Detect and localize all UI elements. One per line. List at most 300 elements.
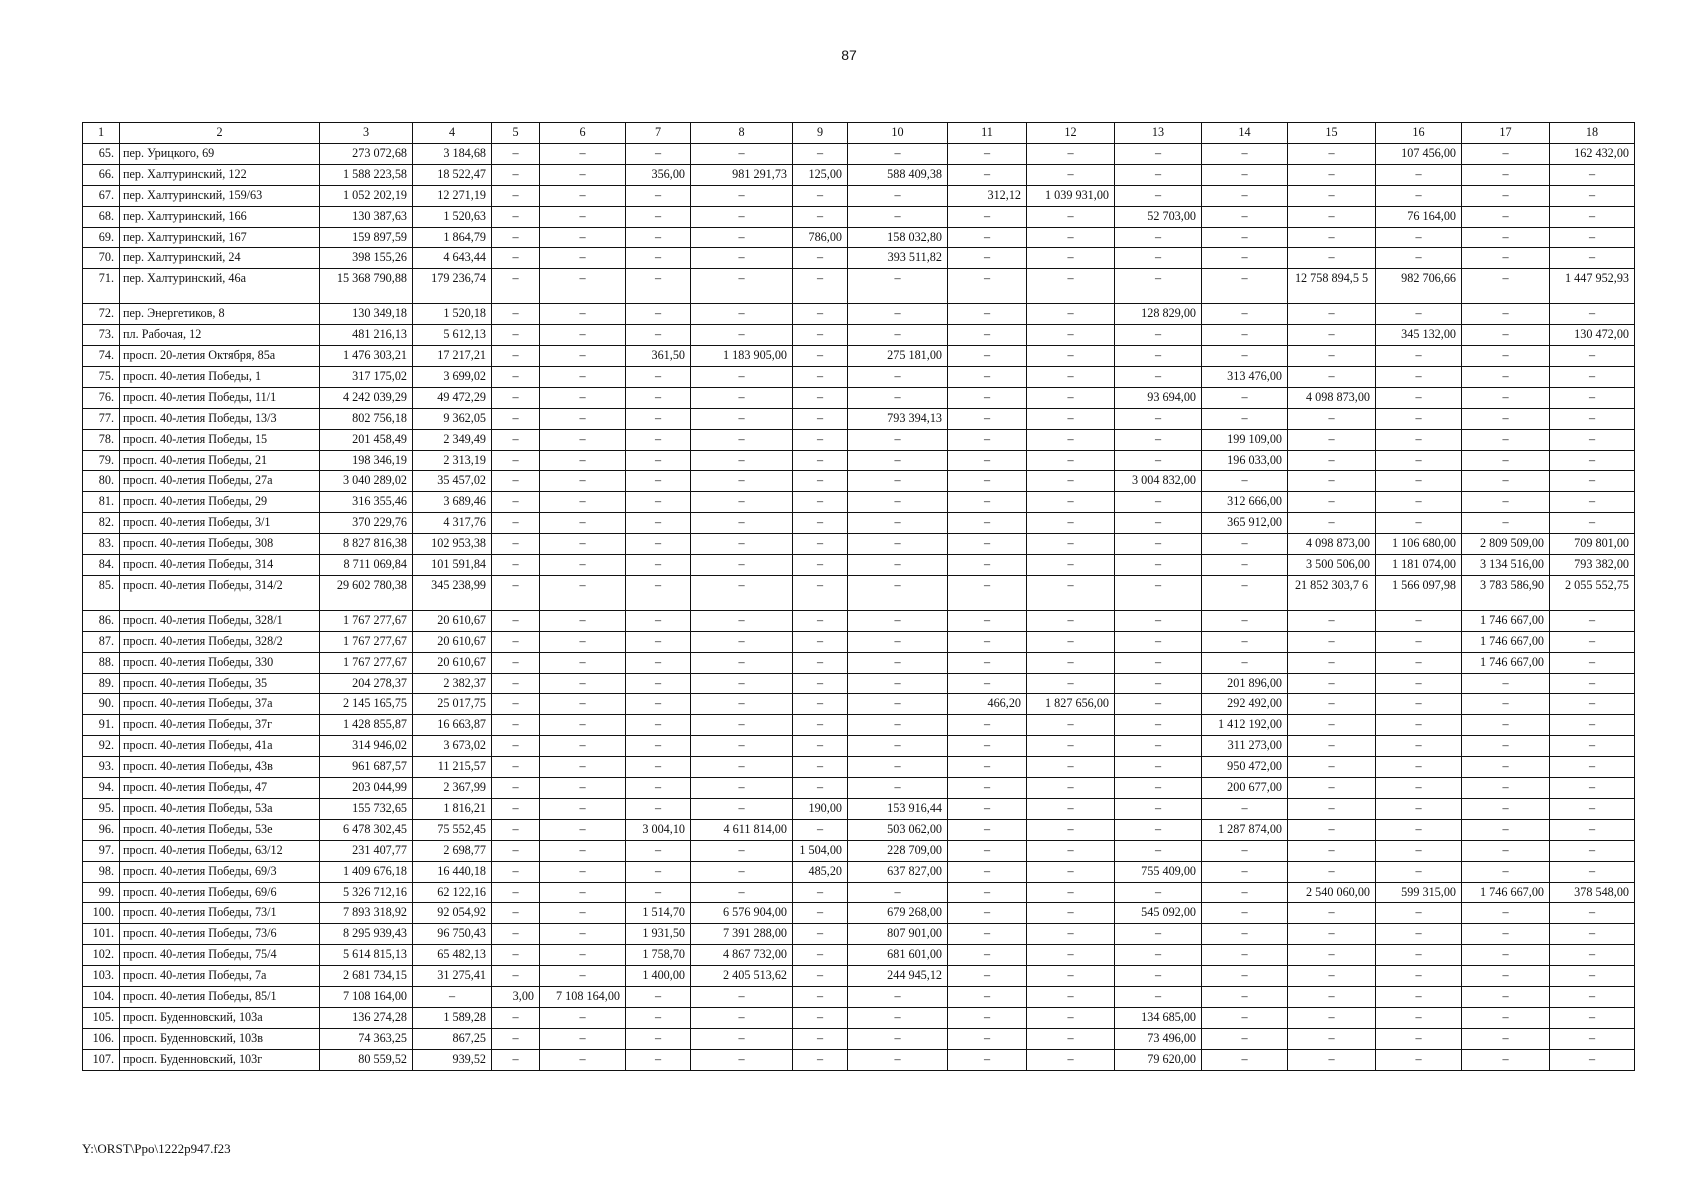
value-cell: – [691,450,793,471]
table-row [83,450,1635,471]
value-cell: – [1376,367,1462,388]
value-cell: – [626,798,691,819]
value-cell: 162 432,00 [1550,144,1635,165]
value-cell: – [1288,715,1376,736]
row-number: 103. [83,966,120,987]
value-cell: – [691,206,793,227]
value-cell: – [1115,736,1202,757]
value-cell: 1 746 667,00 [1462,631,1550,652]
value-cell: 201 458,49 [320,429,413,450]
value-cell: – [793,248,848,269]
value-cell: 198 346,19 [320,450,413,471]
value-cell: – [492,575,540,610]
value-cell: – [793,185,848,206]
value-cell: – [1027,387,1115,408]
value-cell: – [492,346,540,367]
value-cell: – [1376,387,1462,408]
value-cell: – [1462,269,1550,304]
value-cell: – [1202,903,1288,924]
value-cell: – [948,986,1027,1007]
row-number: 72. [83,304,120,325]
value-cell: 11 215,57 [413,757,492,778]
column-header: 7 [626,123,691,144]
value-cell: – [1202,206,1288,227]
value-cell: – [948,227,1027,248]
column-header: 16 [1376,123,1462,144]
value-cell: – [1376,840,1462,861]
value-cell: 102 953,38 [413,534,492,555]
value-cell: 4 098 873,00 [1288,534,1376,555]
table-row [83,924,1635,945]
address-cell: просп. 40-летия Победы, 314/2 [120,575,320,610]
value-cell: – [1550,945,1635,966]
value-cell: – [1462,227,1550,248]
value-cell: – [1027,492,1115,513]
value-cell: – [691,269,793,304]
value-cell: – [540,450,626,471]
value-cell: – [1550,736,1635,757]
value-cell: – [1027,471,1115,492]
value-cell: – [540,206,626,227]
address-cell: просп. 40-летия Победы, 328/2 [120,631,320,652]
value-cell: – [1462,819,1550,840]
value-cell: – [626,694,691,715]
row-number: 100. [83,903,120,924]
address-cell: пл. Рабочая, 12 [120,325,320,346]
value-cell: 128 829,00 [1115,304,1202,325]
value-cell: – [1462,945,1550,966]
value-cell: – [848,387,948,408]
value-cell: 5 612,13 [413,325,492,346]
value-cell: – [793,513,848,534]
value-cell: – [1376,924,1462,945]
value-cell: – [1376,757,1462,778]
value-cell: 466,20 [948,694,1027,715]
value-cell: – [1550,673,1635,694]
value-cell: – [1027,610,1115,631]
value-cell: – [691,882,793,903]
value-cell: – [1376,227,1462,248]
value-cell: 2 809 509,00 [1462,534,1550,555]
value-cell: 3 004,10 [626,819,691,840]
value-cell: 981 291,73 [691,164,793,185]
column-header: 5 [492,123,540,144]
value-cell: – [1288,325,1376,346]
value-cell: – [1027,966,1115,987]
value-cell: – [948,736,1027,757]
table-row [83,694,1635,715]
value-cell: – [1376,248,1462,269]
value-cell: – [1027,346,1115,367]
value-cell: – [691,673,793,694]
table-row [83,736,1635,757]
value-cell: – [1115,840,1202,861]
value-cell: – [492,1007,540,1028]
value-cell: 130 387,63 [320,206,413,227]
value-cell: – [626,652,691,673]
value-cell: 1 428 855,87 [320,715,413,736]
value-cell: – [948,1049,1027,1070]
value-cell: – [948,408,1027,429]
value-cell: – [1027,715,1115,736]
value-cell: – [948,304,1027,325]
value-cell: – [492,1028,540,1049]
value-cell: 136 274,28 [320,1007,413,1028]
value-cell: 8 711 069,84 [320,555,413,576]
value-cell: 2 313,19 [413,450,492,471]
value-cell: 107 456,00 [1376,144,1462,165]
value-cell: – [1288,408,1376,429]
value-cell: – [1376,471,1462,492]
value-cell: – [1550,631,1635,652]
value-cell: – [492,924,540,945]
address-cell: пер. Урицкого, 69 [120,144,320,165]
value-cell: – [1288,164,1376,185]
value-cell: – [1288,798,1376,819]
value-cell: – [1376,346,1462,367]
value-cell: 155 732,65 [320,798,413,819]
value-cell: – [848,534,948,555]
value-cell: – [492,819,540,840]
row-number: 93. [83,757,120,778]
row-number: 82. [83,513,120,534]
value-cell: 20 610,67 [413,652,492,673]
value-cell: 1 864,79 [413,227,492,248]
value-cell: 312 666,00 [1202,492,1288,513]
value-cell: – [848,325,948,346]
value-cell: – [492,492,540,513]
row-number: 78. [83,429,120,450]
address-cell: просп. 40-летия Победы, 330 [120,652,320,673]
value-cell: – [540,346,626,367]
value-cell: – [691,227,793,248]
value-cell: 203 044,99 [320,778,413,799]
value-cell: – [540,164,626,185]
value-cell: – [1376,903,1462,924]
table-row [83,778,1635,799]
value-cell: 1 767 277,67 [320,652,413,673]
value-cell: – [1288,227,1376,248]
value-cell: – [540,673,626,694]
value-cell: 588 409,38 [848,164,948,185]
value-cell: – [492,882,540,903]
value-cell: – [626,144,691,165]
row-number: 88. [83,652,120,673]
value-cell: 4 611 814,00 [691,819,793,840]
value-cell: 939,52 [413,1049,492,1070]
value-cell: – [626,513,691,534]
value-cell: 17 217,21 [413,346,492,367]
value-cell: – [492,652,540,673]
address-cell: просп. 40-летия Победы, 21 [120,450,320,471]
value-cell: – [948,164,1027,185]
value-cell: 345 238,99 [413,575,492,610]
value-cell: – [1376,631,1462,652]
value-cell: 190,00 [793,798,848,819]
value-cell: – [691,610,793,631]
value-cell: – [1550,1049,1635,1070]
value-cell: – [492,715,540,736]
value-cell: 3 699,02 [413,367,492,388]
value-cell: – [1115,164,1202,185]
value-cell: – [1462,840,1550,861]
value-cell: – [1202,1049,1288,1070]
value-cell: 867,25 [413,1028,492,1049]
value-cell: – [848,1049,948,1070]
value-cell: – [691,652,793,673]
value-cell: – [1027,555,1115,576]
value-cell: – [1115,429,1202,450]
value-cell: – [1027,819,1115,840]
value-cell: 8 827 816,38 [320,534,413,555]
value-cell: – [1027,924,1115,945]
value-cell: – [1462,248,1550,269]
value-cell: 378 548,00 [1550,882,1635,903]
value-cell: – [1288,673,1376,694]
value-cell: – [1115,325,1202,346]
table-row [83,652,1635,673]
value-cell: – [1202,840,1288,861]
value-cell: – [492,471,540,492]
value-cell: – [540,798,626,819]
value-cell: – [1462,1049,1550,1070]
value-cell: – [691,513,793,534]
value-cell: 75 552,45 [413,819,492,840]
value-cell: – [1462,798,1550,819]
value-cell: 1 052 202,19 [320,185,413,206]
value-cell: – [948,575,1027,610]
value-cell: – [626,269,691,304]
value-cell: – [848,367,948,388]
value-cell: – [540,778,626,799]
value-cell: – [793,986,848,1007]
value-cell: 679 268,00 [848,903,948,924]
value-cell: 961 687,57 [320,757,413,778]
value-cell: – [492,945,540,966]
value-cell: 1 409 676,18 [320,861,413,882]
value-cell: – [691,757,793,778]
value-cell: – [1376,694,1462,715]
value-cell: – [793,534,848,555]
value-cell: – [1376,715,1462,736]
value-cell: – [492,861,540,882]
value-cell: – [492,367,540,388]
value-cell: – [1550,248,1635,269]
value-cell: – [626,248,691,269]
value-cell: – [540,248,626,269]
value-cell: – [793,778,848,799]
value-cell: – [540,861,626,882]
address-cell: просп. 40-летия Победы, 1 [120,367,320,388]
value-cell: – [948,492,1027,513]
value-cell: – [691,631,793,652]
value-cell: – [948,924,1027,945]
table-row [83,471,1635,492]
value-cell: 231 407,77 [320,840,413,861]
address-cell: просп. 40-летия Победы, 13/3 [120,408,320,429]
value-cell: – [1288,304,1376,325]
row-number: 79. [83,450,120,471]
value-cell: – [1202,164,1288,185]
address-cell: просп. 40-летия Победы, 75/4 [120,945,320,966]
value-cell: – [691,492,793,513]
value-cell: – [1376,673,1462,694]
value-cell: – [492,631,540,652]
value-cell: – [492,513,540,534]
table-row [83,248,1635,269]
value-cell: – [1288,986,1376,1007]
value-cell: 18 522,47 [413,164,492,185]
value-cell: 345 132,00 [1376,325,1462,346]
value-cell: 244 945,12 [848,966,948,987]
table-row [83,1007,1635,1028]
value-cell: – [1288,429,1376,450]
value-cell: 80 559,52 [320,1049,413,1070]
value-cell: – [691,861,793,882]
value-cell: – [1288,610,1376,631]
table-row [83,757,1635,778]
value-cell: – [1027,164,1115,185]
value-cell: – [1550,778,1635,799]
value-cell: – [1115,534,1202,555]
table-row [83,861,1635,882]
value-cell: 7 108 164,00 [320,986,413,1007]
value-cell: – [1202,248,1288,269]
value-cell: – [691,840,793,861]
value-cell: 4 317,76 [413,513,492,534]
value-cell: – [948,325,1027,346]
value-cell: – [1550,227,1635,248]
row-number: 86. [83,610,120,631]
value-cell: – [691,1028,793,1049]
value-cell: – [1288,450,1376,471]
value-cell: – [1376,610,1462,631]
value-cell: – [948,610,1027,631]
address-cell: просп. 40-летия Победы, 53е [120,819,320,840]
value-cell: – [691,387,793,408]
value-cell: – [1550,450,1635,471]
value-cell: – [793,408,848,429]
value-cell: 481 216,13 [320,325,413,346]
value-cell: – [626,1007,691,1028]
value-cell: – [626,206,691,227]
value-cell: – [948,269,1027,304]
value-cell: 1 183 905,00 [691,346,793,367]
value-cell: 130 472,00 [1550,325,1635,346]
row-number: 84. [83,555,120,576]
value-cell: – [1288,185,1376,206]
value-cell: – [1115,269,1202,304]
value-cell: – [1202,798,1288,819]
value-cell: – [626,778,691,799]
value-cell: 9 362,05 [413,408,492,429]
value-cell: – [540,736,626,757]
value-cell: 2 405 513,62 [691,966,793,987]
value-cell: – [1027,882,1115,903]
value-cell: 228 709,00 [848,840,948,861]
value-cell: – [1288,840,1376,861]
address-cell: просп. Буденновский, 103в [120,1028,320,1049]
value-cell: – [793,471,848,492]
value-cell: 361,50 [626,346,691,367]
value-cell: – [626,325,691,346]
value-cell: – [492,227,540,248]
value-cell: – [1376,652,1462,673]
value-cell: – [1027,631,1115,652]
value-cell: – [691,304,793,325]
value-cell: – [1115,819,1202,840]
value-cell: – [793,269,848,304]
value-cell: – [626,471,691,492]
value-cell: – [691,694,793,715]
value-cell: 1 767 277,67 [320,631,413,652]
table-row [83,610,1635,631]
value-cell: – [691,471,793,492]
value-cell: – [1462,903,1550,924]
value-cell: 5 614 815,13 [320,945,413,966]
value-cell: – [1027,269,1115,304]
value-cell: – [540,387,626,408]
address-cell: пер. Халтуринский, 122 [120,164,320,185]
value-cell: 92 054,92 [413,903,492,924]
value-cell: – [848,492,948,513]
value-cell: 6 576 904,00 [691,903,793,924]
value-cell: – [492,269,540,304]
row-number: 76. [83,387,120,408]
table-row [83,492,1635,513]
value-cell: 16 440,18 [413,861,492,882]
value-cell: – [540,513,626,534]
value-cell: 398 155,26 [320,248,413,269]
value-cell: 1 588 223,58 [320,164,413,185]
value-cell: – [1462,924,1550,945]
value-cell: – [492,778,540,799]
value-cell: – [691,248,793,269]
value-cell: – [1376,492,1462,513]
value-cell: – [1288,346,1376,367]
value-cell: – [540,1007,626,1028]
value-cell: – [1288,903,1376,924]
column-header: 11 [948,123,1027,144]
value-cell: – [540,185,626,206]
column-header: 15 [1288,123,1376,144]
value-cell: 1 514,70 [626,903,691,924]
table-body [83,123,1635,1071]
table-row [83,164,1635,185]
address-cell: просп. 40-летия Победы, 73/6 [120,924,320,945]
value-cell: – [492,206,540,227]
value-cell: 1 412 192,00 [1202,715,1288,736]
table-row [83,269,1635,304]
value-cell: – [1027,450,1115,471]
value-cell: – [1550,840,1635,861]
value-cell: – [1202,861,1288,882]
value-cell: – [626,986,691,1007]
address-cell: просп. 40-летия Победы, 69/3 [120,861,320,882]
value-cell: – [1115,610,1202,631]
value-cell: – [1288,492,1376,513]
value-cell: – [793,966,848,987]
value-cell: – [1550,1028,1635,1049]
value-cell: – [1202,610,1288,631]
table-row [83,304,1635,325]
row-number: 98. [83,861,120,882]
value-cell: – [793,882,848,903]
value-cell: – [948,798,1027,819]
value-cell: – [1462,1007,1550,1028]
value-cell: – [626,1049,691,1070]
value-cell: – [691,736,793,757]
